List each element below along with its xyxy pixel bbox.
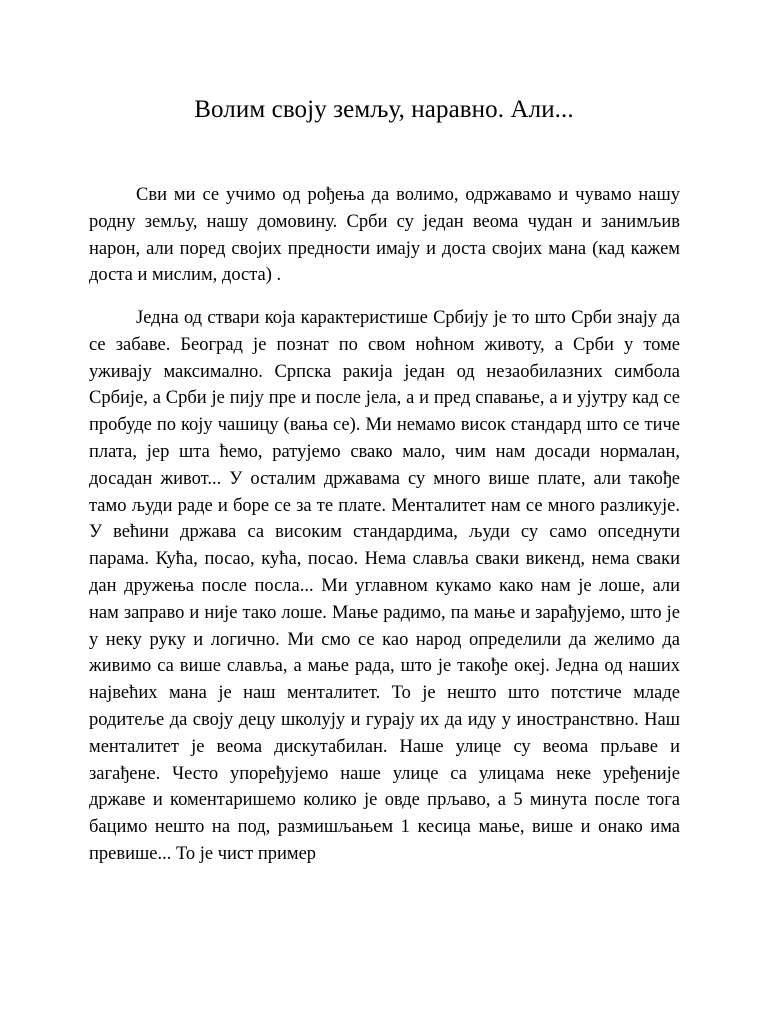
paragraph-2: Једна од ствари која карактеристише Србију је то што Срби знају да се забаве. Београд је познат по свом ноћном животу, а Срби у томе уживају максимално. Српска ракија један од незаобилазних симбола Србије, а Срби је пију пре и после јела, а и пред спавање, а и ујутру кад се пробуде по коју чашицу (вања се). Ми немамо висок стандард што се тиче плата, јер шта ћемо, ратујемо свако мало, чим нам досади нормалан, досадан живот... У осталим државама су много више плате, али такође тамо људи раде и боре се за те плате. Менталитет нам се много разликује. У већини држава са високим стандардима, људи су само опседнути парама. Кућа, посао, кућа, посао. Нема славља сваки викенд, нема сваки дан дружења после посла... Ми углавном кукамо како нам је лоше, али нам заправо и није тако лоше. Мање радимо, па мање и зарађујемо, што је у неку руку и логично. Ми смо се као народ определили да желимо да живимо са више славља, а мање рада, што је такође океј. Једна од наших највећих мана је наш менталитет. То је нешто што потстиче младе родитеље да своју децу школују и гурају их да иду у иностранствно. Наш менталитет је веома дискутабилан. Наше улице су веома прљаве и загађене. Често упоређујемо наше улице са улицама неке уређеније државе и коментаришемо колико је овде прљаво, а 5 минута после тога бацимо нешто на под, размишљањем 1 кесица мање, више и онако има превише... То је чист пример xyxy=(89,308,680,864)
document-title: Волим своју земљу, наравно. Али... xyxy=(194,96,574,123)
paragraph-1: Сви ми се учимо од рођења да волимо, одржавамо и чувамо нашу родну земљу, нашу домовину. Срби су један веома чудан и занимљив нарон, али поред својих предности имају и доста својих мана (кад кажем доста и мислим, доста) . xyxy=(89,185,680,286)
